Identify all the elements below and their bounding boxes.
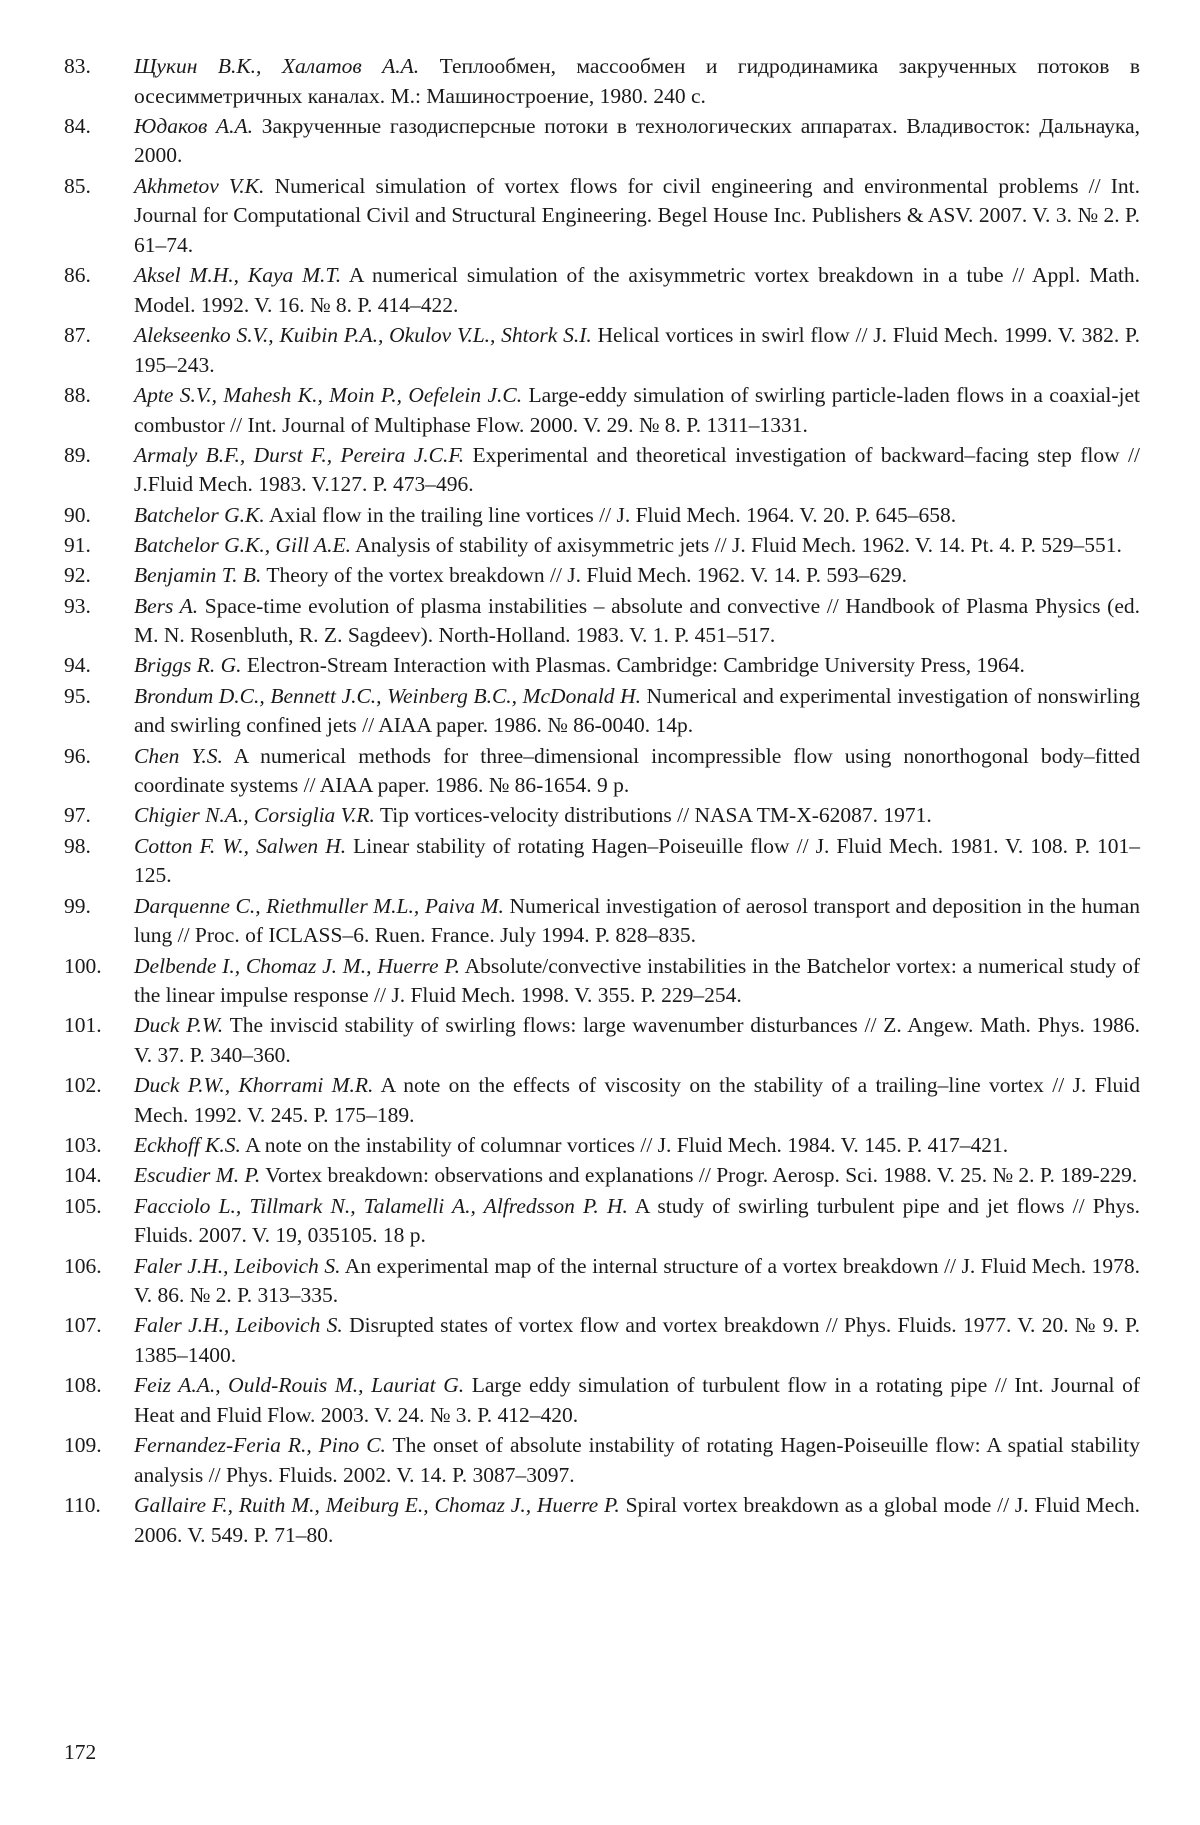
reference-text [134,1371,1140,1430]
reference-text [134,321,1140,380]
reference-number: 85. [64,173,91,198]
reference-text [134,112,1140,171]
reference-authors: Batchelor G.K. [134,502,265,527]
reference-number: 89. [64,442,91,467]
reference-text [134,561,1140,591]
reference-page [64,52,1140,1551]
reference-text [134,832,1140,891]
reference-authors: Bers A. [134,593,199,618]
reference-list [64,52,1140,1550]
reference-details: A numerical simulation of the axisymmetric vortex breakdown in a tube // Appl. Math. Model. 1992. V. 16. № 8. P. 414–422. [134,263,1140,317]
reference-number: 92. [64,563,91,588]
reference-text [134,742,1140,801]
reference-details: An experimental map of the internal structure of a vortex breakdown // J. Fluid Mech. 1978. V. 86. № 2. P. 313–335. [134,1253,1140,1308]
reference-details: The onset of absolute instability of rotating Hagen-Poiseuille flow: A spatial stability analysis // Phys. Fluids. 2002. V. 14. P. 3087–3097. [134,1433,1140,1487]
reference-details: Numerical and experimental investigation of nonswirling and swirling confined jets // AIAA paper. 1986. № 86-0040. 14p. [134,683,1140,738]
reference-authors: Duck P.W. [134,1013,224,1038]
reference-item [64,1252,1140,1311]
reference-authors: Darquenne C., Riethmuller M.L., Paiva M. [134,893,504,918]
reference-number: 110. [64,1493,101,1518]
reference-text [134,172,1140,261]
reference-details: The inviscid stability of swirling flows: large wavenumber disturbances // Z. Angew. Math. Phys. 1986. V. 37. P. 340–360. [134,1013,1140,1067]
reference-text [134,531,1140,561]
reference-number: 104. [64,1163,102,1188]
reference-text [134,1131,1140,1161]
reference-number: 101. [64,1013,102,1038]
reference-number: 105. [64,1193,102,1218]
reference-number: 99. [64,893,91,918]
reference-item [64,531,1140,561]
reference-number: 90. [64,502,91,527]
reference-item [64,321,1140,380]
reference-text [134,801,1140,831]
reference-item [64,1371,1140,1430]
reference-authors: Fernandez-Feria R., Pino C. [134,1433,386,1458]
reference-item [64,1161,1140,1191]
reference-text [134,501,1140,531]
reference-number: 100. [64,953,102,978]
reference-authors: Юдаков А.А. [134,113,254,138]
reference-text [134,52,1140,111]
reference-details: Electron-Stream Interaction with Plasmas. Cambridge: Cambridge University Press, 1964. [241,653,1025,678]
reference-number: 108. [64,1373,102,1398]
reference-item [64,441,1140,500]
reference-item [64,501,1140,531]
reference-item [64,801,1140,831]
reference-item [64,1131,1140,1161]
reference-text [134,1071,1140,1130]
reference-authors: Delbende I., Chomaz J. M., Huerre P. [134,953,461,978]
reference-item [64,952,1140,1011]
reference-authors: Chigier N.A., Corsiglia V.R. [134,803,375,828]
reference-details: Experimental and theoretical investigation of backward–facing step flow // J.Fluid Mech. 1983. V.127. P. 473–496. [134,442,1140,497]
reference-text [134,381,1140,440]
reference-number: 94. [64,653,91,678]
reference-authors: Escudier M. P. [134,1163,261,1188]
reference-text [134,651,1140,681]
reference-authors: Feiz A.A., Ould-Rouis M., Lauriat G. [134,1373,465,1398]
reference-details: Axial flow in the trailing line vortices // J. Fluid Mech. 1964. V. 20. P. 645–658. [264,502,957,527]
reference-number: 84. [64,113,91,138]
reference-number: 86. [64,263,91,288]
reference-item [64,1011,1140,1070]
reference-text [134,952,1140,1011]
reference-item [64,172,1140,261]
reference-item [64,1431,1140,1490]
reference-number: 103. [64,1133,102,1158]
reference-authors: Aksel M.H., Kaya M.T. [134,263,342,288]
reference-authors: Benjamin T. B. [134,563,262,588]
reference-number: 91. [64,533,91,557]
reference-text [134,441,1140,500]
reference-details: Spiral vortex breakdown as a global mode // J. Fluid Mech. 2006. V. 549. P. 71–80. [134,1493,1140,1547]
reference-text [134,1011,1140,1070]
reference-text [134,1161,1140,1191]
reference-details: Helical vortices in swirl flow // J. Fluid Mech. 1999. V. 382. P. 195–243. [134,323,1140,377]
reference-item [64,682,1140,741]
reference-number: 88. [64,382,91,407]
reference-details: Теплообмен, массообмен и гидродинамика закрученных потоков в осесимметричных каналах. М.: Машиностроение, 1980. 240 с. [134,54,1140,108]
reference-authors: Gallaire F., Ruith M., Meiburg E., Chomaz J., Huerre P. [134,1493,620,1518]
reference-details: Space-time evolution of plasma instabilities – absolute and convective // Handbook of Plasma Physics (ed. M. N. Rosenbluth, R. Z. Sagdeev). North-Holland. 1983. V. 1. P. 451–517. [134,593,1140,648]
reference-details: Disrupted states of vortex flow and vortex breakdown // Phys. Fluids. 1977. V. 20. № 9. P. 1385–1400. [134,1313,1140,1368]
reference-details: Linear stability of rotating Hagen–Poiseuille flow // J. Fluid Mech. 1981. V. 108. P. 101–125. [134,833,1140,888]
reference-authors: Chen Y.S. [134,743,223,768]
reference-authors: Eckhoff K.S. [134,1133,241,1158]
reference-authors: Brondum D.C., Bennett J.C., Weinberg B.C., McDonald H. [134,683,641,708]
reference-authors: Duck P.W., Khorrami M.R. [134,1073,374,1098]
reference-authors: Akhmetov V.K. [134,173,265,198]
reference-text [134,261,1140,320]
reference-details: Large-eddy simulation of swirling particle-laden flows in a coaxial-jet combustor // Int. Journal of Multiphase Flow. 2000. V. 29. № 8. P. 1311–1331. [134,382,1141,437]
reference-number: 83. [64,54,91,78]
reference-text [134,682,1140,741]
reference-item [64,592,1140,651]
reference-item [64,261,1140,320]
reference-text [134,1431,1140,1490]
reference-number: 95. [64,683,91,708]
reference-item [64,1311,1140,1370]
reference-number: 109. [64,1433,102,1458]
reference-number: 87. [64,323,91,348]
reference-item [64,381,1140,440]
reference-details: Закрученные газодисперсные потоки в технологических аппаратах. Владивосток: Дальнаука, 2000. [134,113,1140,168]
reference-authors: Briggs R. G. [134,653,242,678]
reference-item [64,112,1140,171]
reference-details: Analysis of stability of axisymmetric jets // J. Fluid Mech. 1962. V. 14. Pt. 4. P. 529–551. [350,533,1122,557]
reference-details: A study of swirling turbulent pipe and jet flows // Phys. Fluids. 2007. V. 19, 035105. 18 p. [134,1193,1140,1248]
reference-number: 106. [64,1253,102,1278]
reference-item [64,651,1140,681]
reference-authors: Alekseenko S.V., Kuibin P.A., Okulov V.L., Shtork S.I. [134,323,592,348]
reference-number: 96. [64,743,91,768]
reference-details: A numerical methods for three–dimensional incompressible flow using nonorthogonal body–fitted coordinate systems // AIAA paper. 1986. № 86-1654. 9 p. [134,743,1140,798]
reference-authors: Apte S.V., Mahesh K., Moin P., Oefelein J.C. [134,382,523,407]
reference-number: 98. [64,833,91,858]
reference-text [134,1311,1140,1370]
reference-authors: Armaly B.F., Durst F., Pereira J.C.F. [134,442,465,467]
reference-number: 107. [64,1313,102,1338]
reference-item [64,742,1140,801]
reference-item [64,1192,1140,1251]
reference-authors: Щукин В.К., Халатов А.А. [134,54,420,78]
reference-item [64,1071,1140,1130]
reference-item [64,561,1140,591]
reference-number: 102. [64,1073,102,1098]
reference-text [134,1252,1140,1311]
reference-text [134,892,1140,951]
reference-authors: Cotton F. W., Salwen H. [134,833,347,858]
reference-item [64,892,1140,951]
reference-authors: Batchelor G.K., Gill A.E. [134,533,351,557]
reference-details: Theory of the vortex breakdown // J. Fluid Mech. 1962. V. 14. P. 593–629. [261,563,907,588]
reference-item [64,52,1140,111]
reference-number: 93. [64,593,91,618]
reference-details: Vortex breakdown: observations and explanations // Progr. Aerosp. Sci. 1988. V. 25. № 2. P. 189-229. [260,1163,1138,1188]
reference-text [134,1491,1140,1550]
reference-authors: Faler J.H., Leibovich S. [134,1253,341,1278]
reference-details: Large eddy simulation of turbulent flow in a rotating pipe // Int. Journal of Heat and Fluid Flow. 2003. V. 24. № 3. P. 412–420. [134,1373,1140,1427]
reference-authors: Facciolo L., Tillmark N., Talamelli A., Alfredsson P. H. [134,1193,628,1218]
reference-number: 97. [64,803,91,828]
reference-item [64,1491,1140,1550]
reference-details: A note on the instability of columnar vortices // J. Fluid Mech. 1984. V. 145. P. 417–421. [240,1133,1009,1158]
reference-text [134,592,1140,651]
reference-text [134,1192,1140,1251]
reference-item [64,832,1140,891]
page-number: 172 [64,1740,97,1764]
reference-details: Numerical investigation of aerosol transport and deposition in the human lung // Proc. of ICLASS–6. Ruen. France. July 1994. P. 828–835. [134,893,1141,948]
reference-details: Tip vortices-velocity distributions // NASA TM-X-62087. 1971. [374,803,932,828]
reference-details: A note on the effects of viscosity on the stability of a trailing–line vortex // J. Fluid Mech. 1992. V. 245. P. 175–189. [134,1073,1140,1127]
reference-authors: Faler J.H., Leibovich S. [134,1313,343,1338]
reference-details: Numerical simulation of vortex flows for civil engineering and environmental problems // Int. Journal for Computational Civil and Structural Engineering. Begel House Inc. Publishers & ASV. 2007. V. 3. № 2. P. 61–74. [134,173,1140,257]
reference-details: Absolute/convective instabilities in the Batchelor vortex: a numerical study of the linear impulse response // J. Fluid Mech. 1998. V. 355. P. 229–254. [134,953,1140,1008]
